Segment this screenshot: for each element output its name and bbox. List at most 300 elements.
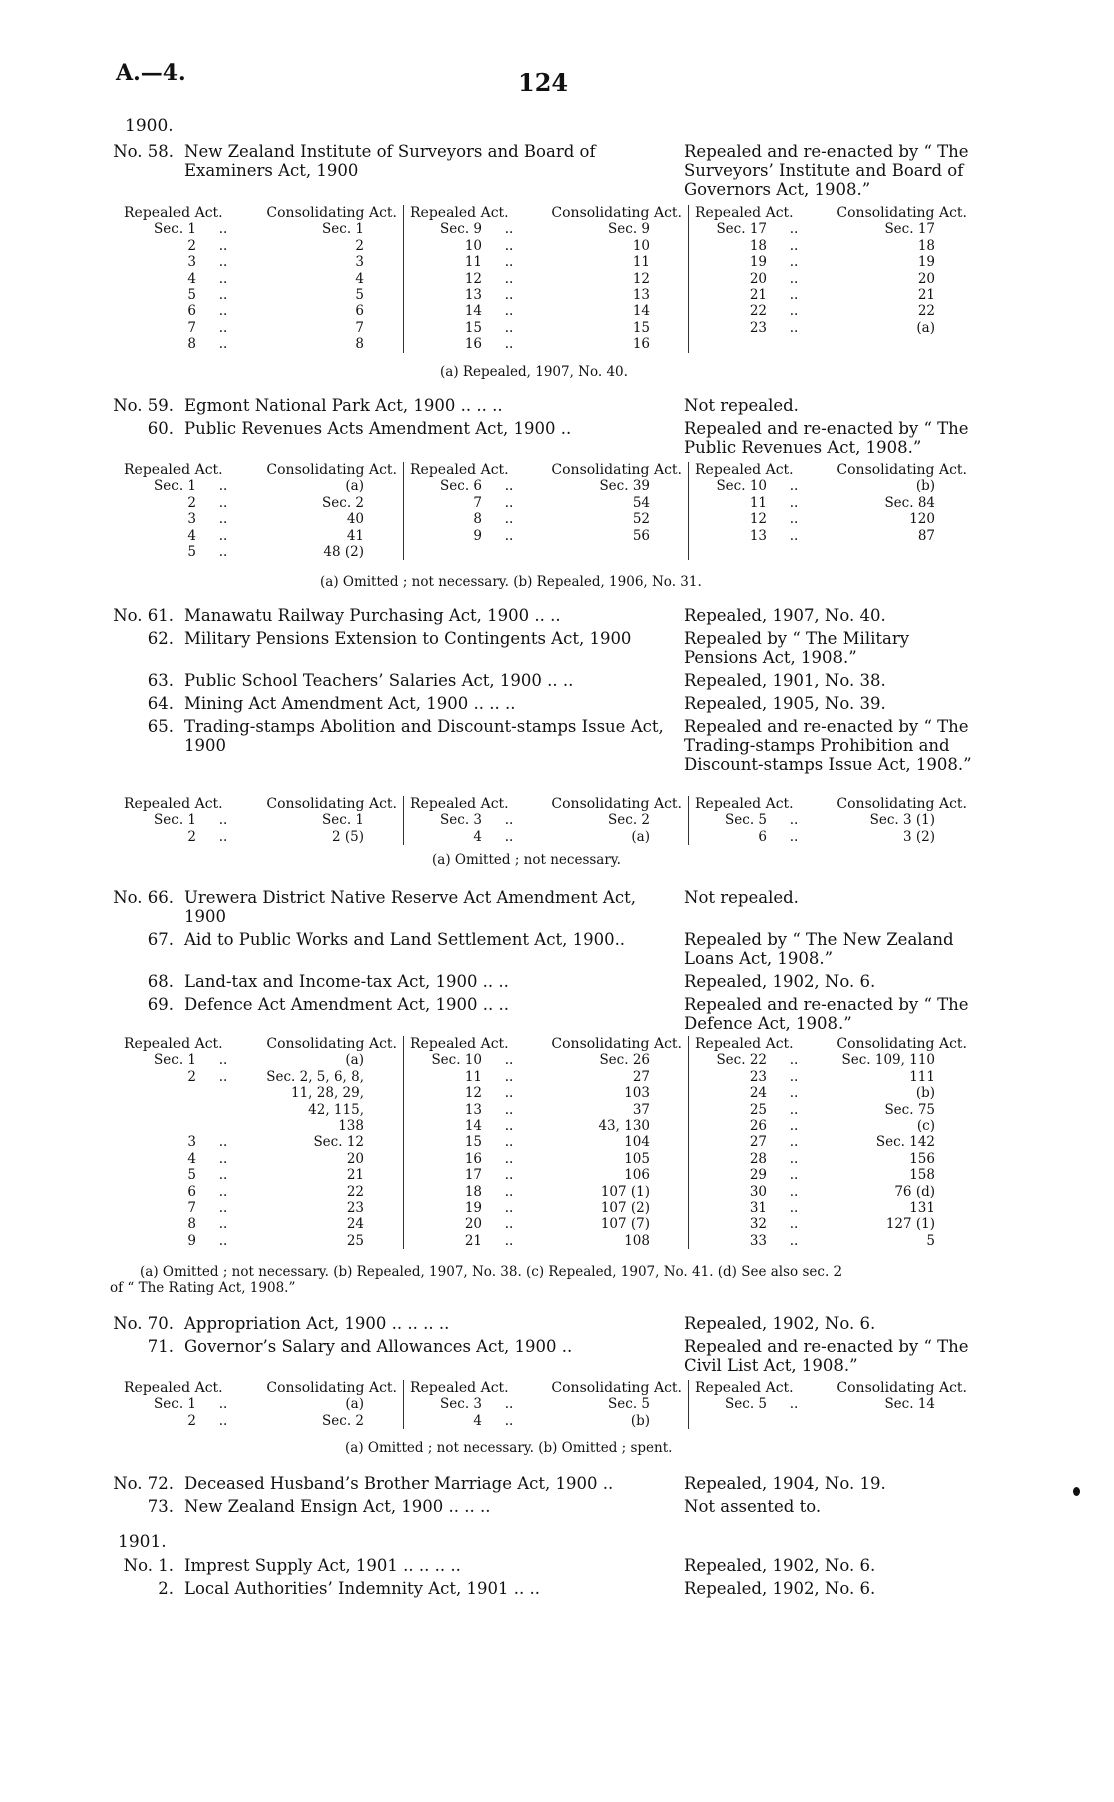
table-row [410,1102,682,1118]
table-row [695,1069,967,1085]
repealed-act-header: Repealed Act. [124,796,223,812]
leader-dots: .. [789,254,799,271]
repealed-section: 20 [464,1216,482,1233]
act-number: 63. [147,671,174,690]
repealed-section: 32 [749,1216,767,1233]
table-column [118,1036,403,1249]
repealed-act-header: Repealed Act. [410,462,509,478]
repealed-section: 16 [464,336,482,353]
leader-dots: .. [218,287,228,304]
leader-dots: .. [504,812,514,829]
consolidating-section: (a) [916,319,935,336]
repealed-section: 2 [187,828,196,845]
act-title: New Zealand Institute of Surveyors and Board of Examiners Act, 1900 [184,142,596,180]
consolidating-section: 108 [624,1232,650,1249]
consolidating-section: 105 [624,1150,650,1167]
act-number: 2. [158,1579,174,1598]
consolidating-section: 54 [632,494,650,511]
leader-dots: .. [218,494,228,511]
repealed-section: 16 [464,1150,482,1167]
act-row [108,1497,984,1516]
table-row [124,1052,397,1068]
table-row [124,812,397,828]
leader-dots: .. [789,1118,799,1135]
consolidating-section: Sec. 84 [884,494,935,511]
consolidating-section: Sec. 5 [608,1396,650,1413]
act-number: No. 61. [113,606,174,625]
consolidating-section: Sec. 109, 110 [841,1052,935,1069]
table-row [695,303,967,319]
repealed-section: 13 [749,527,767,544]
repealed-section: 17 [464,1167,482,1184]
act-status: Repealed and re-enacted by “ The Trading-stamps Prohibition and Discount-stamps Issue Act, 1908.” [684,717,972,774]
consolidating-section: 20 [917,270,935,287]
consolidating-section: 20 [346,1150,364,1167]
act-status: Repealed and re-enacted by “ The Civil List Act, 1908.” [684,1337,969,1375]
consolidating-section: Sec. 9 [608,221,650,238]
consolidating-section: 24 [346,1216,364,1233]
table-row [124,221,397,237]
table-row [410,1085,682,1101]
consolidating-section: (a) [345,1052,364,1069]
consolidating-act-header: Consolidating Act. [266,205,397,221]
act-status: Repealed and re-enacted by “ The Defence Act, 1908.” [684,995,969,1033]
table-row [124,544,397,560]
repealed-section: 11 [464,1068,482,1085]
leader-dots: .. [504,1183,514,1200]
leader-dots: .. [218,511,228,528]
act-status: Repealed and re-enacted by “ The Public Revenues Act, 1908.” [684,419,969,457]
act-row [108,606,984,625]
repealed-section: 13 [464,287,482,304]
act-row [108,888,984,926]
act-number: No. 58. [113,142,174,161]
act-status: Repealed and re-enacted by “ The Surveyors’ Institute and Board of Governors Act, 1908.” [684,142,969,199]
leader-dots: .. [504,511,514,528]
table-row [410,320,682,336]
repealed-act-header: Repealed Act. [410,205,509,221]
act-title: Urewera District Native Reserve Act Amendment Act, 1900 [184,888,636,926]
repealed-section: 29 [749,1167,767,1184]
column-headers [695,1036,967,1052]
consolidating-section: 13 [632,287,650,304]
table-column [688,796,973,845]
consolidating-act-header: Consolidating Act. [266,462,397,478]
repealed-section: 20 [749,270,767,287]
repealed-section: Sec. 22 [716,1052,767,1069]
leader-dots: .. [789,494,799,511]
leader-dots: .. [504,1085,514,1102]
repealed-section: 12 [464,270,482,287]
consolidating-act-header: Consolidating Act. [836,1036,967,1052]
repealed-act-header: Repealed Act. [695,462,794,478]
consolidating-section: 3 [355,254,364,271]
table-row [695,1151,967,1167]
repealed-section: 19 [464,1200,482,1217]
consolidating-section: 131 [909,1200,935,1217]
act-number: 68. [147,972,174,991]
consolidating-section: 21 [917,287,935,304]
table-column [403,462,688,560]
leader-dots: .. [504,1052,514,1069]
column-headers [695,462,967,478]
consolidating-act-header: Consolidating Act. [266,1036,397,1052]
leader-dots: .. [504,221,514,238]
repealed-section: 28 [749,1150,767,1167]
consolidating-section: 107 (2) [600,1200,650,1217]
table-row [695,812,967,828]
consolidating-section: 48 (2) [323,544,364,561]
leader-dots: .. [218,1150,228,1167]
act-status: Repealed, 1907, No. 40. [684,606,886,625]
repealed-section: 2 [187,1068,196,1085]
consolidating-act-header: Consolidating Act. [836,796,967,812]
column-headers [695,205,967,221]
act-row [108,396,984,415]
table-column [403,796,688,845]
column-headers [410,205,682,221]
consolidating-section: (b) [915,478,935,495]
leader-dots: .. [218,1052,228,1069]
consolidating-act-header: Consolidating Act. [836,1380,967,1396]
table-row [410,303,682,319]
table-row [410,1151,682,1167]
repealed-act-header: Repealed Act. [124,1380,223,1396]
consolidating-section: 2 (5) [331,828,364,845]
repealed-section: 2 [187,1412,196,1429]
leader-dots: .. [789,303,799,320]
table-row [410,1167,682,1183]
consolidating-section: 107 (1) [600,1183,650,1200]
table-column [403,1036,688,1249]
consolidating-section: 4 [355,270,364,287]
consolidating-section: 3 (2) [902,828,935,845]
column-headers [410,796,682,812]
consolidating-section: 107 (7) [600,1216,650,1233]
repealed-section: 8 [187,1216,196,1233]
table-row [695,238,967,254]
table-note-58: (a) Repealed, 1907, No. 40. [440,364,628,380]
act-title: Public School Teachers’ Salaries Act, 1900 .. .. [184,671,574,690]
leader-dots: .. [218,303,228,320]
consolidating-section: (b) [915,1085,935,1102]
table-row [124,1200,397,1216]
table-row [695,1167,967,1183]
table-column [118,205,403,353]
consolidating-section: 120 [909,511,935,528]
consolidating-section: 19 [917,254,935,271]
leader-dots: .. [504,319,514,336]
act-number: 67. [147,930,174,949]
column-headers [695,796,967,812]
repealed-section: 5 [187,544,196,561]
repealed-section: Sec. 9 [440,221,482,238]
table-row [410,271,682,287]
repealed-act-header: Repealed Act. [124,462,223,478]
table-row [695,478,967,494]
leader-dots: .. [789,1052,799,1069]
repealed-section: 4 [473,828,482,845]
consolidating-section: Sec. 14 [884,1396,935,1413]
consolidating-act-header: Consolidating Act. [551,1380,682,1396]
consolidating-section: Sec. 26 [599,1052,650,1069]
act-title: Military Pensions Extension to Contingents Act, 1900 [184,629,632,648]
leader-dots: .. [218,221,228,238]
table-row [410,812,682,828]
table-row [410,1184,682,1200]
consolidating-section: 56 [632,527,650,544]
act-title: Egmont National Park Act, 1900 .. .. .. [184,396,503,415]
repealed-section: 3 [187,254,196,271]
consolidating-section: 2 [355,237,364,254]
repealed-act-header: Repealed Act. [124,1036,223,1052]
repealed-section: Sec. 1 [154,1052,196,1069]
act-status: Repealed, 1901, No. 38. [684,671,886,690]
leader-dots: .. [504,1134,514,1151]
table-row [124,271,397,287]
leader-dots: .. [789,1200,799,1217]
repealed-section: 4 [187,270,196,287]
leader-dots: .. [789,1396,799,1413]
leader-dots: .. [789,812,799,829]
consolidating-section: Sec. 1 [322,812,364,829]
leader-dots: .. [504,494,514,511]
leader-dots: .. [789,319,799,336]
table-column [688,205,973,353]
ink-speck [1073,1487,1080,1496]
leader-dots: .. [789,1183,799,1200]
act-status: Not assented to. [684,1497,822,1516]
leader-dots: .. [218,1200,228,1217]
table-row [695,1184,967,1200]
act-row [108,995,984,1033]
repealed-section: Sec. 6 [440,478,482,495]
consolidating-section: 10 [632,237,650,254]
table-row [124,829,397,845]
act-number: No. 72. [113,1474,174,1493]
repealed-section: 6 [187,1183,196,1200]
leader-dots: .. [789,828,799,845]
repealed-act-header: Repealed Act. [410,1380,509,1396]
table-row [410,478,682,494]
leader-dots: .. [789,1085,799,1102]
consolidating-act-header: Consolidating Act. [266,796,397,812]
leader-dots: .. [504,270,514,287]
repealed-section: 30 [749,1183,767,1200]
consolidating-section: 40 [346,511,364,528]
consolidating-section: Sec. 12 [313,1134,364,1151]
repealed-section: 4 [473,1412,482,1429]
repealed-section: 15 [464,319,482,336]
repealed-section: Sec. 3 [440,1396,482,1413]
table-row [695,1052,967,1068]
repealed-section: 4 [187,527,196,544]
leader-dots: .. [218,1167,228,1184]
table-row [410,1134,682,1150]
leader-dots: .. [504,254,514,271]
table-row [410,1413,682,1429]
leader-dots: .. [504,1216,514,1233]
consolidating-section: 103 [624,1085,650,1102]
table-row [124,254,397,270]
repealed-section: Sec. 1 [154,221,196,238]
repealed-act-header: Repealed Act. [695,1380,794,1396]
repealed-section: 33 [749,1232,767,1249]
act-status: Repealed, 1905, No. 39. [684,694,886,713]
consolidating-section: 158 [909,1167,935,1184]
table-row [695,1102,967,1118]
act-title: Trading-stamps Abolition and Discount-stamps Issue Act, 1900 [184,717,664,755]
repealed-section: Sec. 1 [154,1396,196,1413]
act-status: Repealed, 1902, No. 6. [684,972,876,991]
table-row [124,1396,397,1412]
act-row [108,1474,984,1493]
repealed-section: 7 [473,494,482,511]
conversion-table [118,796,973,845]
table-row [695,271,967,287]
leader-dots: .. [789,527,799,544]
repealed-section: Sec. 10 [431,1052,482,1069]
consolidating-section: 22 [917,303,935,320]
leader-dots: .. [789,1232,799,1249]
table-row [124,495,397,511]
act-title: Governor’s Salary and Allowances Act, 1900 .. [184,1337,573,1356]
table-row [124,1069,397,1135]
repealed-section: 21 [749,287,767,304]
consolidating-act-header: Consolidating Act. [266,1380,397,1396]
consolidating-section: Sec. 17 [884,221,935,238]
table-row [695,254,967,270]
table-row [695,221,967,237]
consolidating-section: 52 [632,511,650,528]
act-row [108,694,984,713]
leader-dots: .. [218,1412,228,1429]
repealed-section: 6 [187,303,196,320]
act-number: 71. [147,1337,174,1356]
consolidating-section: 14 [632,303,650,320]
table-row [695,511,967,527]
act-status: Not repealed. [684,396,799,415]
consolidating-section: (a) [345,1396,364,1413]
act-status: Repealed, 1902, No. 6. [684,1556,876,1575]
table-row [124,1216,397,1232]
consolidating-section: Sec. 3 (1) [869,812,935,829]
act-title: Mining Act Amendment Act, 1900 .. .. .. [184,694,516,713]
leader-dots: .. [789,1150,799,1167]
act-status: Not repealed. [684,888,799,907]
leader-dots: .. [218,1134,228,1151]
consolidating-section: 11 [632,254,650,271]
table-row [410,1052,682,1068]
table-row [410,1200,682,1216]
column-headers [124,1036,397,1052]
table-column [403,1380,688,1429]
repealed-section: 24 [749,1085,767,1102]
table-note-60: (a) Omitted ; not necessary. (b) Repealed, 1906, No. 31. [320,574,702,590]
consolidating-section: 156 [909,1150,935,1167]
act-status: Repealed, 1902, No. 6. [684,1314,876,1333]
consolidating-act-header: Consolidating Act. [551,1036,682,1052]
repealed-section: 7 [187,1200,196,1217]
repealed-section: 25 [749,1101,767,1118]
column-headers [124,1380,397,1396]
leader-dots: .. [504,336,514,353]
leader-dots: .. [504,1396,514,1413]
repealed-section: 4 [187,1150,196,1167]
leader-dots: .. [504,1118,514,1135]
table-row [410,495,682,511]
act-row [108,1337,984,1375]
conversion-table [118,205,973,353]
repealed-section: 23 [749,1068,767,1085]
conversion-table [118,462,973,560]
act-title: Manawatu Railway Purchasing Act, 1900 .. .. [184,606,561,625]
table-row [695,1216,967,1232]
leader-dots: .. [504,478,514,495]
repealed-section: Sec. 5 [725,1396,767,1413]
consolidating-section: Sec. 2, 5, 6, 8, 11, 28, 29, 42, 115, 138 [266,1068,364,1135]
leader-dots: .. [789,1101,799,1118]
repealed-section: 6 [758,828,767,845]
repealed-section: 15 [464,1134,482,1151]
consolidating-section: 104 [624,1134,650,1151]
consolidating-section: 8 [355,336,364,353]
column-headers [410,462,682,478]
repealed-section: Sec. 5 [725,812,767,829]
table-note-65: (a) Omitted ; not necessary. [432,852,621,868]
consolidating-section: 25 [346,1232,364,1249]
leader-dots: .. [789,1216,799,1233]
conversion-table [118,1380,973,1429]
consolidating-section: Sec. 2 [322,1412,364,1429]
table-row [124,320,397,336]
table-row [410,511,682,527]
leader-dots: .. [504,1232,514,1249]
table-note-69-cont: of “ The Rating Act, 1908.” [110,1280,296,1296]
consolidating-section: Sec. 2 [322,494,364,511]
leader-dots: .. [504,1101,514,1118]
leader-dots: .. [504,1412,514,1429]
act-title: Appropriation Act, 1900 .. .. .. .. [184,1314,450,1333]
consolidating-section: Sec. 142 [875,1134,935,1151]
act-number: No. 70. [113,1314,174,1333]
consolidating-section: 16 [632,336,650,353]
consolidating-section: 37 [632,1101,650,1118]
table-row [695,320,967,336]
year-heading-1900: 1900. [125,116,174,136]
act-status: Repealed, 1902, No. 6. [684,1579,876,1598]
table-row [410,254,682,270]
consolidating-section: 106 [624,1167,650,1184]
act-number: 60. [147,419,174,438]
table-column [118,462,403,560]
act-row [108,671,984,690]
repealed-section: Sec. 17 [716,221,767,238]
leader-dots: .. [218,254,228,271]
table-column [688,1380,973,1429]
leader-dots: .. [789,1068,799,1085]
leader-dots: .. [218,544,228,561]
column-headers [124,462,397,478]
table-row [410,221,682,237]
leader-dots: .. [218,237,228,254]
act-title: New Zealand Ensign Act, 1900 .. .. .. [184,1497,491,1516]
repealed-act-header: Repealed Act. [695,205,794,221]
repealed-section: 19 [749,254,767,271]
repealed-section: 14 [464,1118,482,1135]
table-row [410,238,682,254]
table-row [124,303,397,319]
